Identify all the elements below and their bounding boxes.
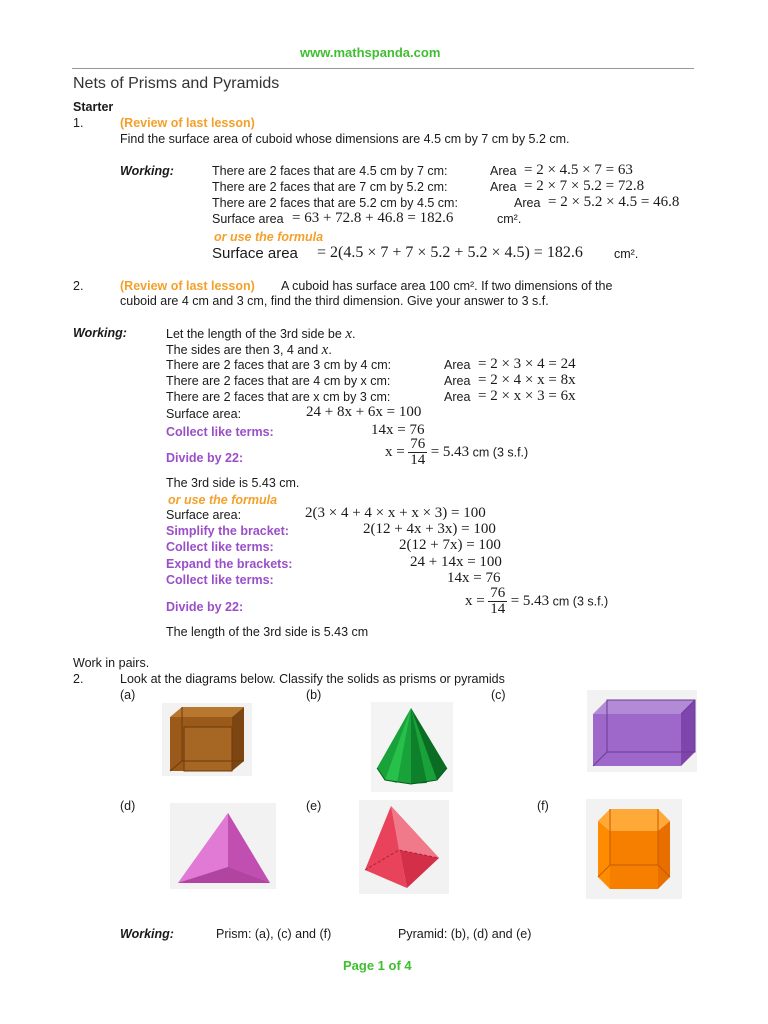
q2-f-fraction [488, 586, 507, 617]
q2-let [166, 326, 355, 343]
q2-sides-text: The sides are then 3, 4 and [166, 343, 319, 357]
pyramid-green-image [371, 702, 453, 792]
q2-let-end: . [351, 327, 356, 341]
label-d: (d) [120, 799, 136, 813]
q2-face-1: There are 2 faces that are 3 cm by 4 cm: [166, 358, 392, 372]
starter-heading: Starter [73, 100, 114, 114]
q1-formula-note: or use the formula [214, 230, 324, 244]
q2-divide-result: = 5.43 [430, 444, 470, 460]
pyramid-red-image [359, 800, 449, 894]
q1-surface-math: = 63 + 72.8 + 46.8 = 182.6 [292, 210, 454, 226]
q1-working-label: Working: [120, 164, 174, 178]
q1-number: 1. [73, 116, 84, 130]
q2-f-answer: The length of the 3rd side is 5.43 cm [166, 625, 369, 639]
q1-surface-label: Surface area [212, 212, 284, 226]
q2-f-collect2-label: Collect like terms: [166, 573, 274, 587]
q2-frac-den: 14 [410, 452, 426, 468]
q2-f-simplify-label: Simplify the bracket: [166, 524, 289, 538]
q1-formula-math: = 2(4.5 × 7 + 7 × 5.2 + 5.2 × 4.5) = 182.6 [317, 244, 583, 261]
label-a: (a) [120, 688, 136, 702]
q2-f-divide-row [465, 586, 608, 617]
label-c: (c) [491, 688, 506, 702]
q1-formula-label: Surface area [212, 245, 298, 262]
q2-f-divide-result: = 5.43 [510, 593, 550, 609]
q2-f-divide-label: Divide by 22: [166, 600, 244, 614]
q2-question-b: cuboid are 4 cm and 3 cm, find the third dimension. Give your answer to 3 s.f. [120, 294, 549, 308]
q2-let-var: x [345, 326, 352, 342]
q1-formula-unit: cm². [614, 247, 639, 261]
q2-f-collect-math: 2(12 + 7x) = 100 [399, 537, 501, 553]
q2-face-2: There are 2 faces that are 4 cm by x cm: [166, 374, 391, 388]
q1-math-2: = 2 × 7 × 5.2 = 72.8 [524, 178, 645, 194]
header-rule [72, 68, 694, 69]
q2-divide-x: x = [385, 444, 405, 460]
q2-answer: The 3rd side is 5.43 cm. [166, 476, 300, 490]
q2-f-frac-num: 76 [490, 585, 506, 601]
tetrahedron-pink-image [170, 803, 276, 889]
prism-answer: Prism: (a), (c) and (f) [216, 927, 332, 941]
cuboid-purple-image [587, 690, 697, 772]
q2-sides-end: . [328, 343, 332, 357]
q2-surface-label: Surface area: [166, 407, 242, 421]
q2-area-label-1: Area [444, 358, 471, 372]
q2-f-surface-math: 2(3 × 4 + 4 × x + x × 3) = 100 [305, 505, 486, 521]
q2-divide-label: Divide by 22: [166, 451, 244, 465]
q2-frac-num: 76 [410, 436, 426, 452]
hexagonal-prism-orange-image [586, 799, 682, 899]
q1-math-3: = 2 × 5.2 × 4.5 = 46.8 [548, 194, 680, 210]
cube-brown-image [162, 703, 252, 776]
q1-math-1: = 2 × 4.5 × 7 = 63 [524, 162, 633, 178]
q2-fraction [408, 437, 427, 468]
label-b: (b) [306, 688, 322, 702]
q2-question-a: A cuboid has surface area 100 cm². If two dimensions of the [281, 279, 613, 293]
q1-area-label-2: Area [490, 180, 517, 194]
pairs-working-label: Working: [120, 927, 174, 941]
q2-face-math-3: = 2 × x × 3 = 6x [478, 388, 576, 404]
q1-line-3: There are 2 faces that are 5.2 cm by 4.5 cm: [212, 196, 458, 210]
q2-f-simplify-math: 2(12 + 4x + 3x) = 100 [363, 521, 496, 537]
q1-area-label-1: Area [490, 164, 517, 178]
label-f: (f) [537, 799, 549, 813]
q2-formula-note: or use the formula [168, 493, 278, 507]
pairs-intro: Work in pairs. [73, 656, 150, 670]
q2-f-collect-label: Collect like terms: [166, 540, 274, 554]
pairs-question: Look at the diagrams below. Classify the solids as prisms or pyramids [120, 672, 505, 686]
q2-review: (Review of last lesson) [120, 279, 255, 293]
page-number: Page 1 of 4 [343, 958, 412, 973]
q2-f-surface-label: Surface area: [166, 508, 242, 522]
q2-divide-row [385, 437, 528, 468]
pyramid-answer: Pyramid: (b), (d) and (e) [398, 927, 532, 941]
q1-line-1: There are 2 faces that are 4.5 cm by 7 cm: [212, 164, 448, 178]
q2-collect-label: Collect like terms: [166, 425, 274, 439]
q2-sides-var: x [321, 342, 329, 358]
q1-area-label-3: Area [514, 196, 541, 210]
q2-f-expand-label: Expand the brackets: [166, 557, 293, 571]
q2-surface-math: 24 + 8x + 6x = 100 [306, 404, 422, 420]
q2-f-divide-x: x = [465, 593, 485, 609]
q2-f-collect2-math: 14x = 76 [447, 570, 501, 586]
q1-review: (Review of last lesson) [120, 116, 255, 130]
q2-face-math-2: = 2 × 4 × x = 8x [478, 372, 576, 388]
q2-collect-math: 14x = 76 [371, 422, 425, 438]
q1-question: Find the surface area of cuboid whose dimensions are 4.5 cm by 7 cm by 5.2 cm. [120, 132, 570, 146]
q2-face-math-1: = 2 × 3 × 4 = 24 [478, 356, 576, 372]
q2-number: 2. [73, 279, 84, 293]
label-e: (e) [306, 799, 322, 813]
q2-f-expand-math: 24 + 14x = 100 [410, 554, 502, 570]
pairs-number: 2. [73, 672, 84, 686]
q2-f-frac-den: 14 [490, 601, 506, 617]
q2-f-divide-unit: cm (3 s.f.) [552, 594, 609, 609]
q1-line-2: There are 2 faces that are 7 cm by 5.2 cm: [212, 180, 448, 194]
q2-face-3: There are 2 faces that are x cm by 3 cm: [166, 390, 391, 404]
q2-area-label-2: Area [444, 374, 471, 388]
page-title: Nets of Prisms and Pyramids [73, 75, 280, 92]
q1-surface-unit: cm². [497, 212, 522, 226]
q2-sides [166, 342, 332, 359]
q2-area-label-3: Area [444, 390, 471, 404]
q2-divide-unit: cm (3 s.f.) [472, 445, 529, 460]
q2-working-label: Working: [73, 326, 127, 340]
site-link[interactable]: www.mathspanda.com [300, 45, 441, 60]
q2-let-text: Let the length of the 3rd side be [166, 327, 342, 341]
